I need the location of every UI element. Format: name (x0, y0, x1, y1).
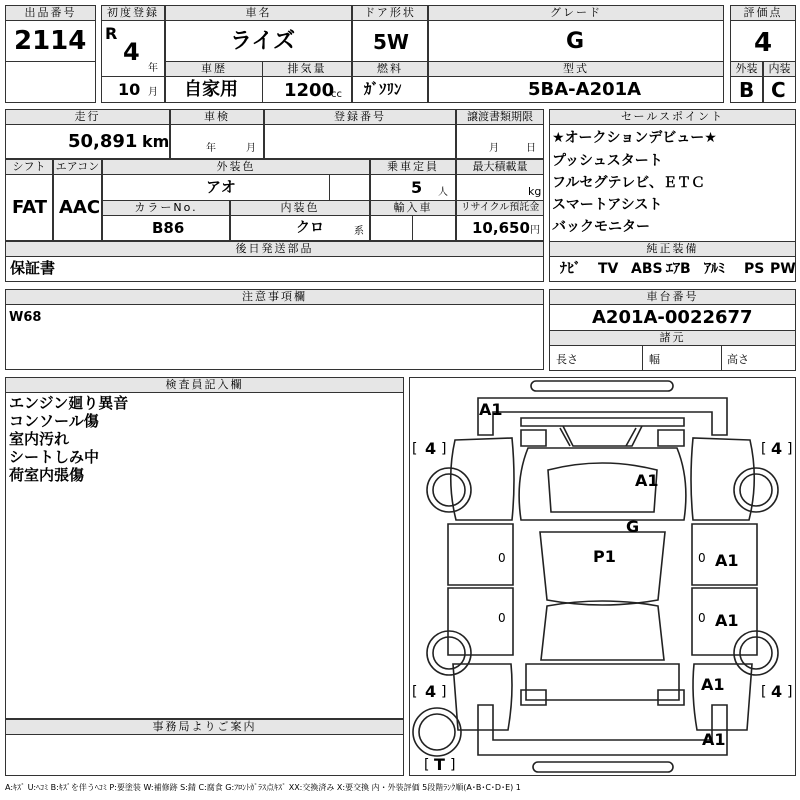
sales-point-item: フルセグテレビ、ＥＴＣ (552, 175, 706, 191)
spare-tire: T (434, 755, 445, 774)
pillar-mark: 0 (698, 551, 706, 565)
car-outline-diagram (409, 377, 796, 776)
registration-number-label: 登録番号 (264, 109, 456, 125)
notes-label: 注意事項欄 (5, 289, 544, 305)
shift-label: シフト (5, 159, 53, 175)
import-cell (370, 215, 456, 241)
damage-mark-roof: P1 (593, 547, 616, 566)
inspection-year-unit: 年 (206, 143, 216, 154)
recycle-label: リサイクル預託金 (456, 200, 544, 216)
pillar-mark: 0 (498, 611, 506, 625)
displacement-unit: cc (331, 89, 342, 100)
damage-mark-front-bumper: A1 (479, 400, 503, 419)
interior-score: C (771, 78, 786, 102)
lot-number: 2114 (14, 26, 87, 56)
transfer-deadline-label: 譲渡書類期限 (456, 109, 544, 125)
history: 自家用 (184, 79, 238, 100)
history-label: 車歴 (165, 61, 263, 77)
mileage: 50,891 (68, 131, 138, 152)
car-name-label: 車名 (165, 5, 352, 21)
equipment-alloy: ｱﾙﾐ (704, 261, 725, 277)
height-label: 高さ (727, 353, 749, 366)
first-registration-label: 初度登録 (101, 5, 165, 21)
sales-point-item: スマートアシスト (552, 197, 663, 213)
damage-mark-windshield: G (626, 517, 640, 536)
transfer-day-unit: 日 (526, 143, 536, 154)
inspector-line: コンソール傷 (9, 412, 99, 430)
exterior-color-label: 外装色 (102, 159, 370, 175)
office-cell (5, 734, 404, 776)
sales-points-label: セールスポイント (549, 109, 796, 125)
car-name: ライズ (230, 29, 296, 54)
grade: G (566, 29, 585, 54)
later-parts: 保証書 (10, 259, 56, 277)
interior-color-label: 内装色 (230, 200, 370, 216)
damage-mark-rear-bumper: A1 (702, 730, 726, 749)
equipment-label: 純正装備 (549, 241, 796, 257)
inspection-label: 車検 (170, 109, 264, 125)
shift: FAT (12, 197, 48, 218)
import-divider (412, 215, 413, 241)
grade-label: グレード (428, 5, 724, 21)
inspector-line: エンジン廻り異音 (9, 394, 129, 412)
equipment-tv: TV (598, 261, 619, 277)
registration-month-unit: 月 (148, 87, 158, 98)
office-label: 事務局よりご案内 (5, 719, 404, 735)
interior-label: 内装 (763, 61, 796, 77)
spare-bracket-close: ] (450, 757, 456, 773)
tire-bracket-close: ] (787, 684, 793, 700)
tire-bracket-open: [ (761, 684, 767, 700)
chassis-label: 車台番号 (549, 289, 796, 305)
door-type: 5W (373, 30, 409, 54)
ac: AAC (59, 197, 101, 218)
inspector-line: シートしみ中 (9, 448, 100, 466)
sales-point-item: プッシュスタート (552, 153, 663, 169)
notes-text: W68 (9, 310, 42, 325)
sales-point-item: ★オークションデビュー★ (552, 130, 717, 146)
pillar-mark: 0 (498, 551, 506, 565)
tire-right-rear: 4 (771, 682, 783, 701)
capacity-unit: 人 (438, 187, 448, 198)
damage-mark-right-rear-fender: A1 (701, 675, 725, 694)
legend: A:ｷｽﾞ U:ﾍｺﾐ B:ｷｽﾞを伴うﾍｺﾐ P:要塗装 W:補修跡 S:錆 C:腐食 G:ﾌﾛﾝﾄｶﾞﾗｽ点ｷｽﾞ XX:交換済み X:要交換 内・外装評価 5段階ﾗﾝｸ順(A･B･C･D･E) 1 (5, 783, 521, 792)
door-type-label: ドア形状 (352, 5, 428, 21)
displacement-label: 排気量 (262, 61, 352, 77)
equipment-ps: PS (744, 261, 765, 277)
lot-number-label: 出品番号 (5, 5, 96, 21)
equipment-pw: PW (770, 261, 796, 277)
tire-bracket-open: [ (412, 684, 418, 700)
registration-number-cell (264, 124, 456, 159)
displacement: 1200 (284, 80, 335, 101)
equipment-abs: ABS (631, 261, 663, 277)
fuel: ｶﾞｿﾘﾝ (364, 80, 402, 98)
registration-year: 4 (123, 38, 140, 66)
tire-bracket-close: ] (441, 684, 447, 700)
spec-label: 諸元 (549, 330, 796, 346)
import-label: 輸入車 (370, 200, 456, 216)
inspector-label: 検査員記入欄 (5, 377, 404, 393)
later-parts-label: 後日発送部品 (5, 241, 544, 257)
registration-month: 10 (118, 80, 141, 99)
mileage-unit: km (142, 132, 170, 151)
exterior-color-extra (329, 174, 370, 201)
later-parts-cell (5, 256, 544, 282)
damage-mark-right-front-door: A1 (715, 551, 739, 570)
max-load-label: 最大積載量 (456, 159, 544, 175)
equipment-airbag: ｴｱB (666, 261, 691, 277)
score-label: 評価点 (730, 5, 796, 21)
damage-mark-hood: A1 (635, 471, 659, 490)
interior-color: クロ (296, 220, 324, 236)
equipment-navi: ﾅﾋﾞ (560, 261, 581, 277)
lot-number-spacer (5, 61, 96, 103)
exterior-color: アオ (206, 178, 236, 196)
inspection-month-unit: 月 (246, 143, 256, 154)
score: 4 (754, 28, 773, 58)
sales-point-item: バックモニター (552, 219, 650, 235)
max-load-unit: kg (528, 185, 542, 198)
color-number-label: カラーNo. (102, 200, 230, 216)
spare-bracket-open: [ (424, 757, 430, 773)
pillar-mark: 0 (698, 611, 706, 625)
fuel-label: 燃料 (352, 61, 428, 77)
tire-bracket-close: ] (441, 441, 447, 457)
model: 5BA-A201A (528, 79, 642, 100)
ac-label: エアコン (53, 159, 102, 175)
tire-bracket-close: ] (787, 441, 793, 457)
tire-right-front: 4 (771, 439, 783, 458)
exterior-score: B (739, 78, 755, 102)
model-label: 型式 (428, 61, 724, 77)
length-label: 長さ (556, 353, 578, 366)
exterior-label: 外装 (730, 61, 763, 77)
tire-bracket-open: [ (412, 441, 418, 457)
recycle-unit: 円 (530, 225, 540, 236)
era-mark: R (105, 24, 118, 43)
capacity-label: 乗車定員 (370, 159, 456, 175)
mileage-label: 走行 (5, 109, 170, 125)
width-label: 幅 (649, 353, 660, 366)
inspector-line: 荷室内張傷 (9, 466, 85, 484)
inspector-line: 室内汚れ (9, 430, 70, 448)
damage-mark-right-rear-door: A1 (715, 611, 739, 630)
tire-left-front: 4 (425, 439, 437, 458)
chassis-number: A201A-0022677 (592, 307, 753, 328)
color-number: B86 (152, 219, 185, 237)
recycle-deposit: 10,650 (472, 219, 530, 237)
tire-bracket-open: [ (761, 441, 767, 457)
notes-cell (5, 304, 544, 370)
tire-left-rear: 4 (425, 682, 437, 701)
interior-color-unit: 系 (354, 226, 364, 237)
transfer-month-unit: 月 (489, 143, 499, 154)
registration-year-unit: 年 (148, 63, 158, 74)
capacity: 5 (411, 178, 423, 197)
